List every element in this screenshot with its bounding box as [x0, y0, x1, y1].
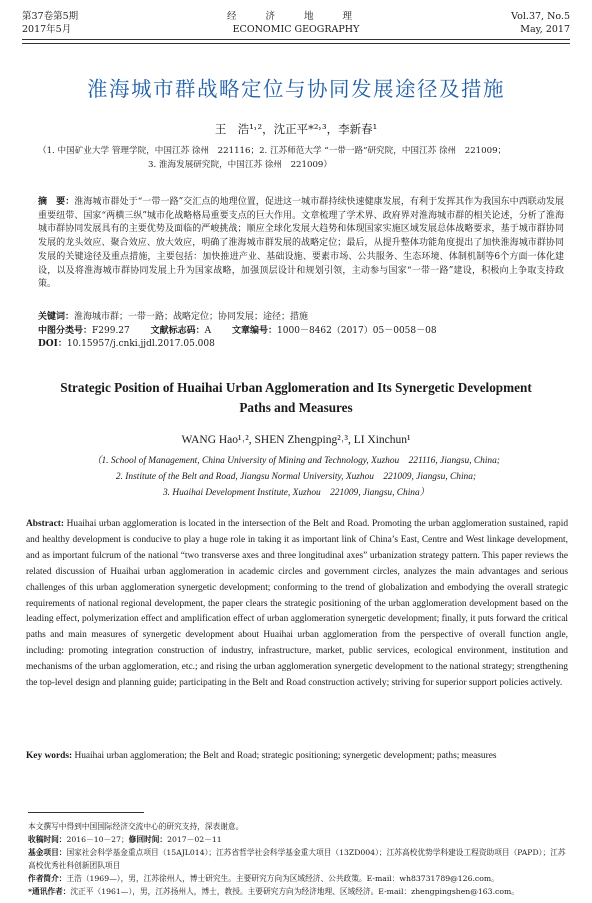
- affiliation-en-line: 2. Institute of the Belt and Road, Jiangsu Normal University, Xuzhou 221009, Jiangsu, China;: [115, 472, 477, 482]
- running-header: [22, 10, 570, 40]
- received-label: 收稿时间：: [28, 835, 67, 844]
- header-volume-cn: 第37卷第5期: [22, 11, 79, 22]
- keywords-cn-text: 淮海城市群；一带一路；战略定位；协同发展；途径；措施: [74, 312, 309, 322]
- author-bio-text: 王浩（1969—），男，江苏徐州人，博士研究生。主要研究方向为区域经济、公共政策。E-mail：wh837317​89@126.com。: [66, 874, 499, 883]
- abstract-cn: [38, 196, 564, 292]
- abstract-en: [26, 517, 568, 692]
- clc-label: 中图分类号：: [38, 325, 93, 336]
- doi-label: DOI：: [38, 339, 67, 349]
- affiliation-en-line: （1. School of Management, China University of Mining and Technology, Xuzhou 221116, Jiangsu, China;: [92, 456, 500, 466]
- revised-date: 2017－02－11: [167, 835, 222, 844]
- revised-label: 修回时间：: [128, 835, 168, 844]
- keywords-en: [26, 749, 568, 765]
- author-bio-label: 作者简介：: [28, 874, 67, 883]
- footnote-rule: [28, 812, 144, 813]
- received-date: 2016－10－27；: [66, 835, 129, 844]
- article-title-cn: 淮海城市群战略定位与协同发展途径及措施: [87, 77, 505, 101]
- header-journal: [22, 10, 570, 36]
- article-number-label: 文章编号：: [232, 325, 278, 336]
- fund-text: 国家社会科学基金重点项目（15AJL014）；江苏省哲学社会科学基金重大项目（13ZD004）；江苏高校优势学科建设工程资助项目（PAPD）；江苏高校优秀社科创新团队项目: [28, 848, 566, 870]
- header-date-en: May, 2017: [520, 24, 570, 35]
- header-date-cn: 2017年5月: [22, 24, 72, 35]
- doi-row: [38, 338, 564, 352]
- article-metadata-cn: [38, 311, 564, 352]
- header-journal-en: ECONOMIC GEOGRAPHY: [232, 24, 360, 35]
- keywords-cn-label: 关键词：: [38, 312, 75, 322]
- footnote-author: [28, 872, 570, 885]
- abstract-cn-label: 摘 要：: [38, 197, 75, 207]
- abstract-cn-text: 淮海城市群处于“一带一路”交汇点的地理位置，促进这一城市群持续快速健康发展，有利于发挥其作为我国东中西联动发展重要纽带、国家“两横三纵”城市化战略格局重要支点的巨大作用。文章梳理了学术界、政府界对淮海城市群的相关论述，分析了淮海城市群协同发展具有的主要优势及面临的严峻挑战；顺应全球化发展大趋势和体现国家实施区域发展总体战略要求，基于城市群协同发展的龙头效应、聚合效应、放大效应，明确了淮海城市群发展的战略定位；最后，从提升整体功能角度提出了加快淮海城市群协同发展的关键途径及重点措施，主要包括：加快推进产业、基础设施、要素市场、公共服务、生态环境、体制机制等6个方面一体化建设，以及将淮海城市群协同发展上升为国家战略，加强顶层设计和规划引领，主动参与国家“一带一路”建设，积极向上争取支持政策。: [38, 197, 564, 290]
- article-title-en: [0, 378, 592, 418]
- keywords-en-label: Key words:: [26, 751, 73, 761]
- header-double-rule: [22, 39, 570, 44]
- affiliation-cn-line: 3. 淮海发展研究院，中国江苏 徐州 221009）: [148, 160, 332, 170]
- article-number-value: 1000－8462（2017）05－0058－08: [277, 325, 437, 336]
- affiliation-cn-line: （1. 中国矿业大学 管理学院，中国江苏 徐州 221116；2. 江苏师范大学 “一带一路”研究院，中国江苏 徐州 221009；: [38, 146, 507, 156]
- title-en-line: Strategic Position of Huaihai Urban Agglomeration and Its Synergetic Development: [60, 380, 532, 395]
- abstract-en-label: Abstract:: [26, 519, 65, 529]
- authors-cn: 王 浩¹˒²，沈正平*²˒³，李新春¹: [214, 122, 378, 136]
- corresponding-text: 沈正平（1961—），男，江苏扬州人，博士，教授。主要研究方向为经济地理、区域经济。E-mail：zhengpingshen@163.com。: [70, 887, 519, 896]
- keywords-en-text: Huaihai urban agglomeration; the Belt and Road; strategic positioning; synergetic development; paths; measures: [74, 751, 497, 761]
- clc-value: F299.27: [92, 325, 130, 336]
- corresponding-label: *通讯作者：: [28, 887, 71, 896]
- footnote-thanks: 本文撰写中得到中国国际经济交流中心的研究支持，深表谢意。: [28, 822, 244, 831]
- footnote-corresponding: [28, 885, 570, 898]
- affiliations-cn: [38, 144, 572, 172]
- footnote-dates: [28, 833, 570, 846]
- doi-value[interactable]: 10.15957/j.cnki.jjdl.2017.05.008: [66, 339, 215, 349]
- fund-label: 基金项目：: [28, 848, 67, 857]
- footnote-fund: [28, 846, 570, 872]
- classification-row: [38, 325, 564, 339]
- footnotes: [28, 820, 570, 898]
- doc-code-value: A: [204, 325, 212, 336]
- affiliations-en: [0, 453, 592, 501]
- doc-code-label: 文献标志码：: [150, 325, 205, 336]
- keywords-cn: [38, 311, 564, 325]
- header-volume-en: Vol.37, No.5: [511, 11, 570, 22]
- authors-en: WANG Hao¹˒², SHEN Zhengping²˒³, LI Xinchun¹: [181, 434, 411, 446]
- header-volume: [511, 10, 570, 36]
- affiliation-en-line: 3. Huaihai Development Institute, Xuzhou 221009, Jiangsu, China）: [162, 488, 430, 498]
- abstract-en-text: Huaihai urban agglomeration is located in the intersection of the Belt and Road. Promoting the urban agglomeration sustained, rapid and healthy development is conducive to play a huge role in taking it as important link of China’s East, Centre and West linkage development, and as important fulcrum of the national “two transverse axes and three longitudinal axes” urbanization strategy pattern. This paper reviews the related discussion of Huaihai urban agglomeration in academic circles and government circles, analyzes the main advantages and serious challenges of this urban agglomeration synergetic development; conforming to the trend of globalization and embodying the overall strategic requirements of national regional development, the paper clears the strategic positioning of the urban agglomeration development based on the leading effect, polymerization effect and amplification effect of urban agglomeration synergetic development; finally, it puts forward the critical paths and main measures of synergetic development about Huaihai urban agglomeration from the perspective of overall function angle, including: promoting integration construction of industry, infrastructure, market, public services, ecological environment, institution and mechanisms of the urban agglomeration, etc.; and rising the urban agglomeration synergetic development to the national strategy; strengthening the top-level design and planning guide; participating in the Belt and Road construction actively; striving for superior support policies actively.: [26, 519, 569, 689]
- title-en-line: Paths and Measures: [239, 400, 353, 415]
- header-journal-cn: 经 济 地 理: [226, 11, 366, 22]
